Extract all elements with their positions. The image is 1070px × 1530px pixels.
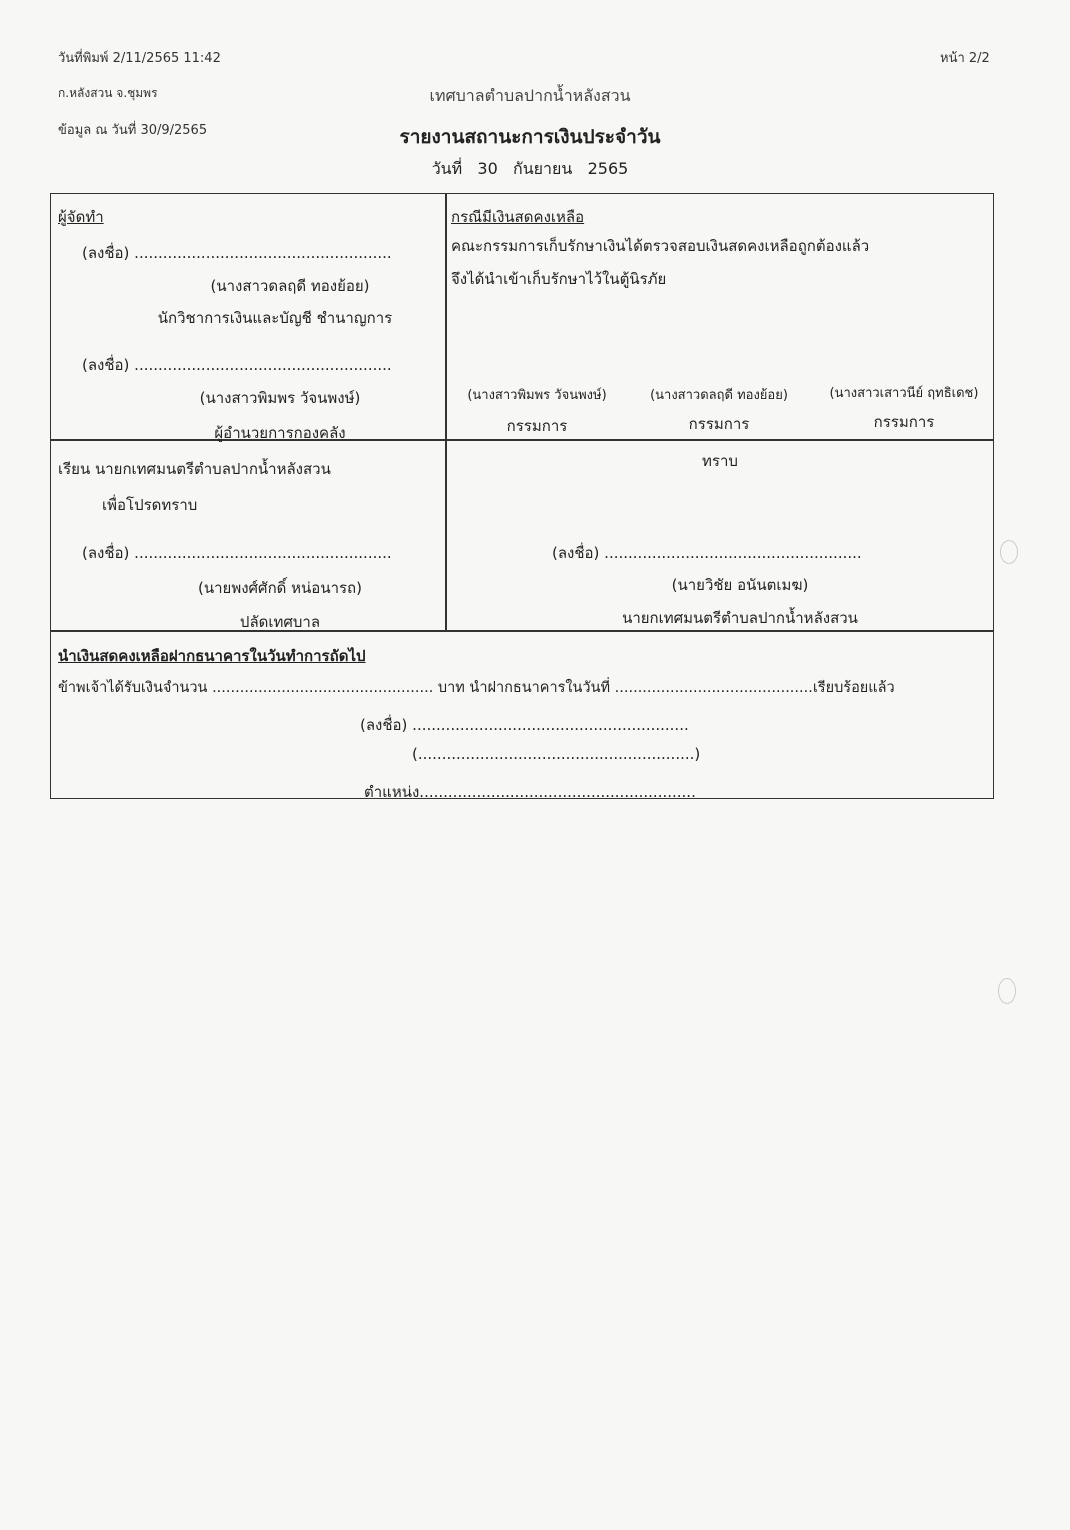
- clerk-purpose: เพื่อโปรดทราบ: [102, 496, 198, 514]
- data-date: ข้อมูล ณ วันที่ 30/9/2565: [58, 123, 208, 138]
- preparer-position-1: นักวิชาการเงินและบัญชี ชำนาญการ: [157, 309, 393, 327]
- punch-hole-mark: [1000, 540, 1018, 564]
- report-title: รายงานสถานะการเงินประจำวัน: [399, 126, 661, 148]
- preparer-heading: ผู้จัดทำ: [58, 208, 104, 226]
- deposit-position-line: ตำแหน่ง..........................................................: [364, 783, 696, 801]
- committee-member-role: กรรมการ: [506, 417, 568, 435]
- mayor-position: นายกเทศมนตรีตำบลปากน้ำหลังสวน: [622, 609, 858, 627]
- preparer-position-2: ผู้อำนวยการกองคลัง: [214, 424, 346, 442]
- vertical-divider: [445, 193, 447, 631]
- committee-member-name: (นางสาวเสาวนีย์ ฤทธิเดช): [829, 386, 979, 401]
- committee-member-name: (นางสาวดลฤดี ทองย้อย): [650, 388, 788, 403]
- clerk-position: ปลัดเทศบาล: [239, 613, 321, 631]
- committee-line-2: จึงได้นำเข้าเก็บรักษาไว้ในตู้นิรภัย: [451, 270, 667, 288]
- clerk-sign-line: (ลงชื่อ) ......................................................: [82, 544, 392, 562]
- committee-heading: กรณีมีเงินสดคงเหลือ: [451, 208, 585, 226]
- clerk-name: (นายพงศ์ศักดิ์ หน่อนารถ): [198, 579, 362, 597]
- office-name: ก.หลังสวน จ.ชุมพร: [58, 86, 158, 100]
- page-number: หน้า 2/2: [940, 51, 990, 66]
- deposit-text: ข้าพเจ้าได้รับเงินจำนวน ................................................ บาท นำฝากธนาคารในวันที่ ...........................................เรียบร้อยแล้ว: [58, 680, 895, 696]
- mayor-sign-line: (ลงชื่อ) ......................................................: [552, 544, 862, 562]
- mayor-acknowledge: ทราบ: [702, 452, 738, 470]
- preparer-name-1: (นางสาวดลฤดี ทองย้อย): [210, 277, 370, 295]
- punch-hole-mark: [998, 978, 1016, 1004]
- print-date: วันที่พิมพ์ 2/11/2565 11:42: [58, 51, 221, 66]
- committee-line-1: คณะกรรมการเก็บรักษาเงินได้ตรวจสอบเงินสดคงเหลือถูกต้องแล้ว: [451, 237, 870, 255]
- preparer-sign-line-1: (ลงชื่อ) ......................................................: [82, 244, 392, 262]
- clerk-to: เรียน นายกเทศมนตรีตำบลปากน้ำหลังสวน: [58, 460, 331, 478]
- deposit-heading: นำเงินสดคงเหลือฝากธนาคารในวันทำการถัดไป: [58, 647, 366, 665]
- report-date: วันที่ 30 กันยายน 2565: [431, 159, 629, 178]
- committee-member-role: กรรมการ: [688, 415, 750, 433]
- deposit-sign-line: (ลงชื่อ) ..........................................................: [360, 716, 689, 734]
- preparer-name-2: (นางสาวพิมพร วัจนพงษ์): [199, 389, 361, 407]
- deposit-name-line: (..........................................................): [412, 745, 701, 763]
- committee-member-role: กรรมการ: [873, 413, 935, 431]
- municipality-name: เทศบาลตำบลปากน้ำหลังสวน: [429, 86, 631, 105]
- committee-member-name: (นางสาวพิมพร วัจนพงษ์): [467, 388, 607, 403]
- preparer-sign-line-2: (ลงชื่อ) ......................................................: [82, 356, 392, 374]
- mayor-name: (นายวิชัย อนันตเมฆ): [671, 576, 809, 594]
